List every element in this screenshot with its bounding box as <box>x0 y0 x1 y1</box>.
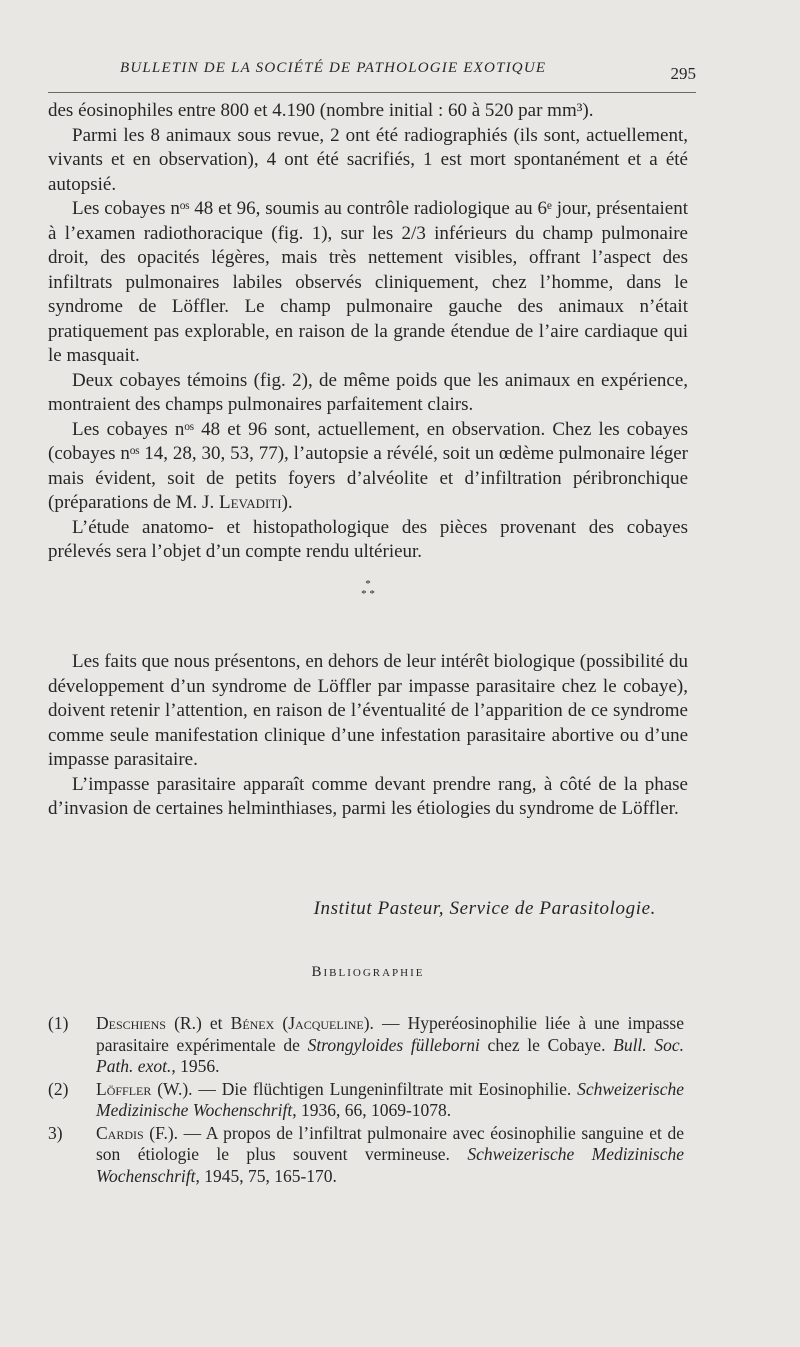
asterism-top: * <box>365 577 371 590</box>
paragraph-1: des éosinophiles entre 800 et 4.190 (nombre initial : 60 à 520 par mm³). <box>48 100 594 121</box>
reference-author: Cardis <box>96 1122 144 1143</box>
journal-name: Schweizerische Medizinische Wochenschrift <box>96 1078 684 1120</box>
asterism-bottom: * * <box>361 587 375 600</box>
main-text <box>48 99 688 615</box>
reference-text: , 1945, 75, 165-170. <box>195 1165 337 1186</box>
reference-author: Deschiens <box>96 1013 166 1033</box>
paragraph-2: Parmi les 8 animaux sous revue, 2 ont été radiographiés (ils sont, actuellement, vivants et en observation), 4 ont été sacrifiés, 1 est mort spontanément et a été autopsié. <box>48 124 688 195</box>
asterism <box>348 579 388 599</box>
reference-number: (2) <box>48 1078 69 1099</box>
reference-2 <box>48 1079 684 1122</box>
reference-text: chez le Cobaye. <box>479 1034 614 1055</box>
reference-text: , 1936, 66, 1069-1078. <box>292 1100 452 1120</box>
header-rule <box>48 92 696 93</box>
reference-1 <box>48 1013 684 1078</box>
paragraph-5-end: ). <box>281 492 293 513</box>
affiliation-separator: , <box>438 898 450 919</box>
page-number: 295 <box>670 64 696 83</box>
reference-text: , 1956. <box>171 1056 220 1076</box>
paragraph-3: Les cobayes nᵒˢ 48 et 96, soumis au contrôle radiologique au 6ᵉ jour, présentaient à l’examen radiothoracique (fig. 1), sur les 2/3 inférieurs du champ pulmonaire droit, des opacités légères, mais très nettement visibles, offrant l’aspect des infiltrats pulmonaires labiles observés cliniquement, chez l’homme, dans le syndrome de Löffler. Le champ pulmonaire gauche des animaux n’était pratiquement pas explorable, en raison de la grande étendue de l’aire cardiaque qui le masquait. <box>48 198 688 366</box>
affiliation <box>48 898 656 920</box>
reference-text: ). — Hyperéosinophilie liée à une impasse parasitaire expérimentale de <box>96 1013 684 1055</box>
species-name: Strongyloides fülleborni <box>307 1034 480 1055</box>
conclusion-section <box>48 650 688 822</box>
section-separator <box>48 565 688 615</box>
reference-text: ( <box>274 1013 289 1033</box>
author-levaditi: Levaditi <box>218 492 282 513</box>
bibliography-heading: Bibliographie <box>311 964 425 980</box>
paragraph-4: Deux cobayes témoins (fig. 2), de même poids que les animaux en expérience, montraient des champs pulmonaires parfaitement clairs. <box>48 369 688 415</box>
paragraph-5 <box>48 418 688 516</box>
paragraph-5-text: Les cobayes nᵒˢ 48 et 96 sont, actuellement, en observation. Chez les cobayes (cobayes nᵒˢ 14, 28, 30, 53, 77), l’autopsie a révélé, soit un œdème pulmonaire léger mais évident, soit de petits foyers d’alvéolite et d’infiltration péribronchique (préparations de M. J. <box>48 418 688 513</box>
reference-number: 3) <box>48 1122 63 1143</box>
journal-name: Schweizerische Medizinische Wochenschrift <box>96 1144 684 1186</box>
reference-text: (F.). — A propos de l’infiltrat pulmonaire avec éosinophilie sanguine et de son étiologie le plus souvent vermineuse. <box>96 1122 684 1164</box>
conclusion-paragraph-2: L’impasse parasitaire apparaît comme devant prendre rang, à côté de la phase d’invasion de certaines helminthiases, parmi les étiologies du syndrome de Löffler. <box>48 773 688 819</box>
service-name: Service de Parasitologie. <box>449 898 656 919</box>
journal-name: Bull. Soc. Path. exot. <box>96 1034 684 1076</box>
journal-title: BULLETIN DE LA SOCIÉTÉ DE PATHOLOGIE EXOTIQUE <box>120 60 547 76</box>
reference-author: Löffler <box>96 1078 152 1099</box>
conclusion-paragraph-1: Les faits que nous présentons, en dehors de leur intérêt biologique (possibilité du développement d’un syndrome de Löffler par impasse parasitaire chez le cobaye), doivent retenir l’attention, en raison de l’éventualité de l’apparition de ce syndrome comme seule manifestation clinique d’une infestation parasitaire abortive ou d’une impasse parasitaire. <box>48 651 688 770</box>
reference-text: (W.). — Die flüchtigen Lungeninfiltrate mit Eosinophilie. <box>151 1078 578 1099</box>
reference-author: Bénex <box>230 1013 275 1033</box>
bibliography-list <box>48 1013 684 1188</box>
reference-author: Jacqueline <box>288 1013 364 1033</box>
institute-name: Institut Pasteur <box>313 898 439 919</box>
reference-number: (1) <box>48 1013 69 1033</box>
reference-text: (R.) et <box>165 1013 231 1033</box>
reference-3 <box>48 1123 684 1188</box>
paragraph-6: L’étude anatomo- et histopathologique des pièces provenant des cobayes prélevés sera l’objet d’un compte rendu ultérieur. <box>48 516 688 562</box>
